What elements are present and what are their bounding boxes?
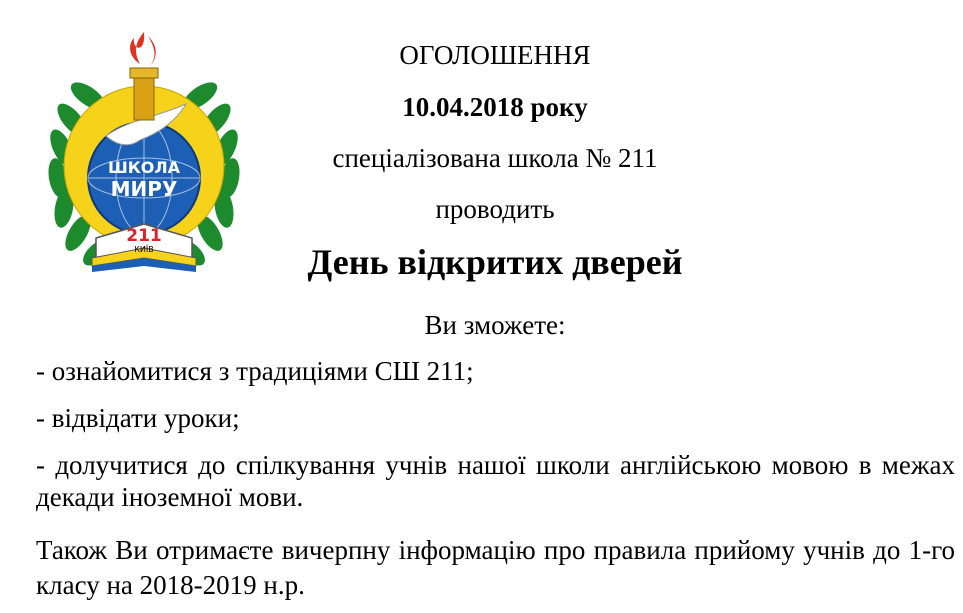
school-name: спеціалізована школа № 211 <box>332 143 658 173</box>
conducts-text: проводить <box>435 194 555 224</box>
event-title: День відкритих дверей <box>307 242 683 282</box>
activities-list <box>36 355 955 526</box>
logo-text-bottom: МИРУ <box>110 177 178 201</box>
announcement-heading: ОГОЛОШЕННЯ <box>399 40 591 70</box>
list-item: - ознайомитися з традиціями СШ 211; <box>36 356 474 386</box>
list-item: - відвідати уроки; <box>36 403 240 433</box>
logo-text-top: ШКОЛА <box>107 158 181 177</box>
school-logo <box>36 28 252 276</box>
logo-number: 211 <box>126 226 162 246</box>
school-emblem-icon <box>36 28 252 276</box>
logo-city: КИЇВ <box>134 245 154 254</box>
closing-paragraph: Також Ви отримаєте вичерпну інформацію про правила прийому учнів до 1-го класу на 2018-2019 н.р. <box>36 535 955 600</box>
list-item: - долучитися до спілкування учнів нашої школи англійською мовою в межах декади іноземної мови. <box>36 450 955 512</box>
intro-text: Ви зможете: <box>424 310 566 340</box>
event-date: 10.04.2018 року <box>402 92 588 122</box>
